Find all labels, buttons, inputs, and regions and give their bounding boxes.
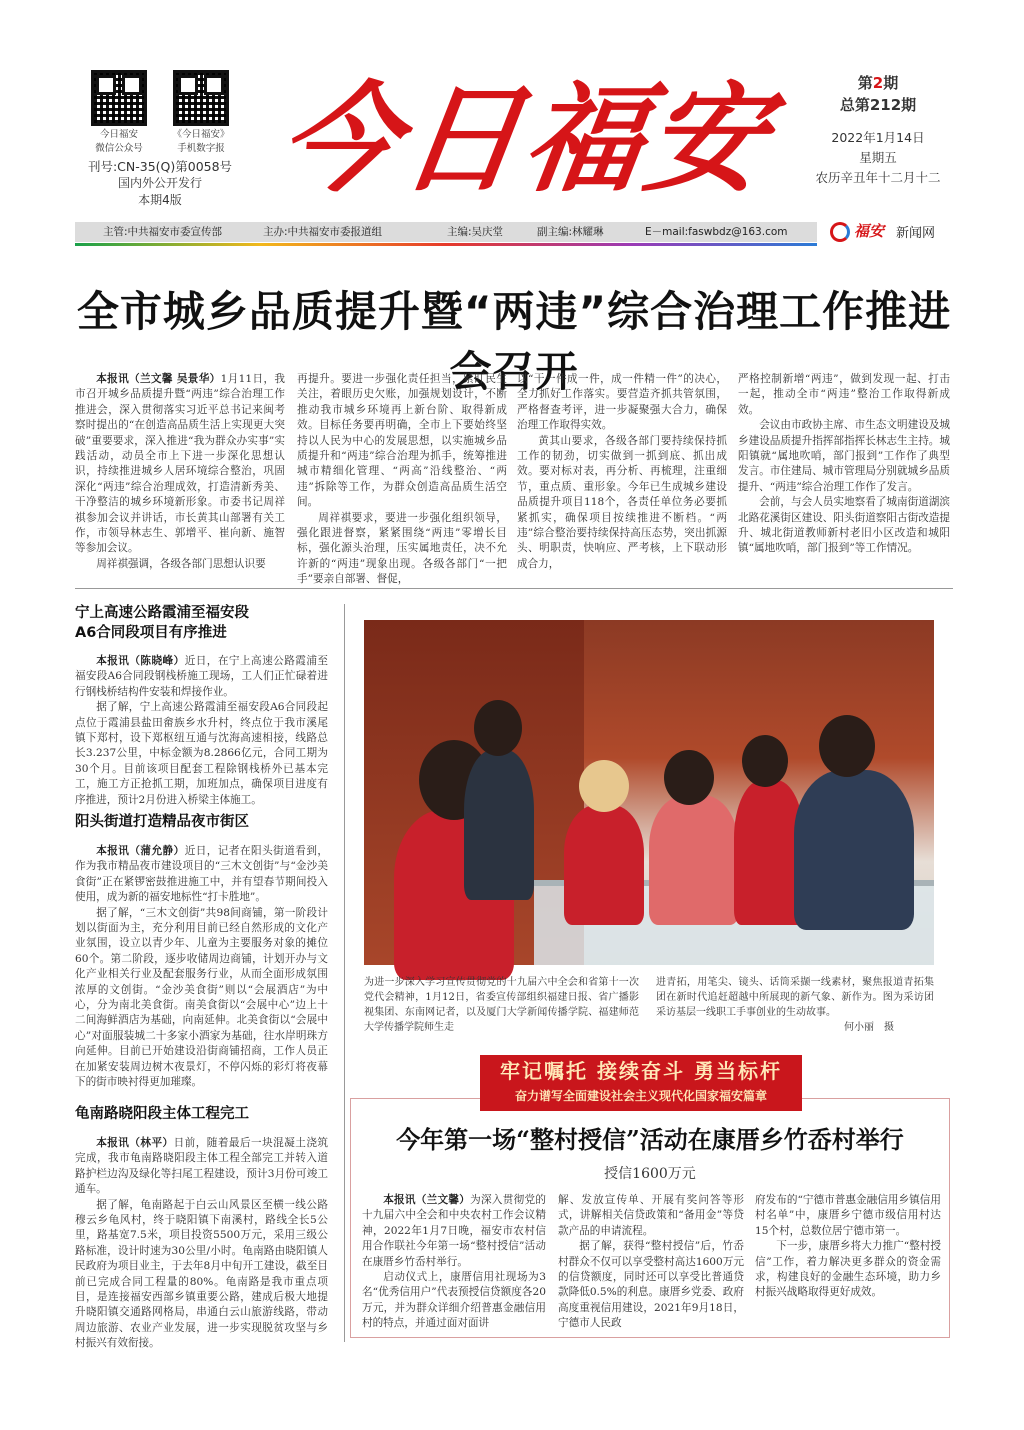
photo-person [464,750,534,900]
publication-meta [75,158,245,209]
wechat-qr-code[interactable] [91,70,147,126]
story-a6-title-line1: 宁上高速公路霞浦至福安段 [75,605,249,621]
story-yangtou-title[interactable]: 阳头街道打造精品夜市街区 [75,814,249,830]
story-yangtou-p2: 据了解，“三木文创街”共98间商铺，第一阶段计划以街面为主，充分利用目前已经自然形成的文化产业氛围，设立以青少年、儿童为主要服务对象的摊位60个。第二阶段，逐步收储周边商铺，计划开办与文化产业相关行业及配套服务行业，从而全面形成氛围浓厚的文创街。“金沙美食街”则以“会展酒店”为中心，分为南北美食街。南美食街以“会展中心”边上十二间海鲜酒店为基础，向南延伸。北美食街以“会展中心”对面服装城二十多家小酒家为基础，往水岸明珠方向延伸。目前已开始建设沿街商铺招商，工作人员正在加紧安装周边树木夜景灯，不停闪烁的彩灯将夜幕下的街市映衬得更加璀璨。 [75,906,328,1089]
feature-col1-p1: 为深入贯彻党的十九届六中全会和中央农村工作会议精神，2022年1月7日晚，福安市农村信用合作联社今年第一场“整村授信”活动在康厝乡竹岙村举行。 [362,1194,547,1268]
lead-col1-p2: 周祥祺强调，各级各部门思想认识要 [96,557,266,570]
story-guinan-body [75,1136,329,1350]
lead-col3-p1: 以“干一件成一件，成一件精一件”的决心，全力抓好工作落实。要营造齐抓共管氛围，严格督查考评，进一步凝聚强大合力，确保治理工作取得实效。 [517,373,727,432]
lead-column-1 [75,372,285,572]
column-divider [344,604,345,1342]
story-a6-byline: 本报讯（陈晓峰） [96,655,185,667]
photo-person-cap [579,760,629,812]
deputy-editor: 副主编:林耀琳 [537,226,604,238]
banner-slogan: 牢记嘱托 接续奋斗 勇当标杆 [500,1059,782,1083]
news-website-logo[interactable] [830,218,952,246]
color-rule [75,243,817,246]
photo-caption-part1: 为进一步深入学习宣传贯彻党的十九届六中全会和省第十一次党代会精神，1月12日，省委宣传部组织福建日报、省广播影视集团、东南网记者，以及厦门大学新闻传播学院、福建师范大学传播学院师生走 [364,977,639,1033]
photo-person-head [664,750,714,805]
total-issue: 总第212期 [839,96,917,114]
issue-no: 2 [872,74,884,92]
story-a6-p1: 近日，在宁上高速公路霞浦至福安段A6合同段钢栈桥施工现场，工人们正忙碌着进行钢栈桥结构件安装和焊接作业。 [75,655,329,698]
newspaper-logo: 今日福安 [271,69,779,208]
photo-person-head [819,715,875,777]
issue-prefix: 第 [857,74,873,92]
newsnet-brand: 福安 [854,222,885,240]
lead-col4-p2: 会议由市政协主席、市生态文明建设及城乡建设品质提升指挥部指挥长林志生主持。城阳镇就“属地吹哨，部门报到”工作作了典型发言。市住建局、城市管理局分别就城乡品质提升、“两违”综合治理工作作了发言。 [738,419,950,493]
lead-col3-p2: 黄其山要求，各级各部门要持续保持抓工作的韧劲，切实做到一抓到底、抓出成效。要对标对表，再分析、再梳理，注重细节，重点质、重形象。今年已生成城乡建设品质提升项目118个，各责任单位务必要抓紧抓实，确保项目按续推进不断档。“两违”综合整治要持续保持高压态势，突出抓源头、明职责，快响应、严考核，上下联动形成合力， [517,434,727,570]
photo-person [564,805,644,925]
weekday: 星期五 [859,150,897,165]
campaign-banner [480,1055,802,1111]
feature-column-3 [755,1193,941,1333]
lead-headline[interactable]: 全市城乡品质提升暨“两违”综合治理工作推进会召开 [76,287,952,396]
photo-caption-part2 [656,975,934,1035]
lead-column-2 [297,372,507,586]
info-bar [75,222,817,242]
issue-date: 2022年1月14日 [831,130,925,145]
issue-suffix: 期 [883,74,899,92]
mobile-paper-qr-code[interactable] [173,70,229,126]
sponsor: 主管:中共福安市委宣传部 [103,226,223,238]
photo-person-head [742,735,788,787]
photo-person [649,795,739,925]
lead-col1-p1: 1月11日，我市召开城乡品质提升暨“两违”综合治理工作推进会，深入贯彻落实习近平总书记来闽考察时提出的“在创造高品质生活上实现更大突破”重要要求，深入推进“我为群众办实事”实践活动，动员全市上下进一步深化思想认识，持续推进城乡人居环境综合整治，巩固深化“两违”综合治理成效，打造清新秀美、干净整洁的城乡环境新形象。市委书记周祥祺参加会议并讲话，市长黄其山部署有关工作，市领导林志生、郭增平、崔向新、施智等参加会议。 [75,373,285,555]
distribution-note: 国内外公开发行 [117,176,202,190]
qr2-label-line2: 手机数字报 [177,143,225,154]
lead-byline: 本报讯（兰文馨 吴景华） [96,373,221,385]
story-yangtou-p1: 近日，记者在阳头街道看到，作为我市精品夜市建设项目的“三木文创街”与“金沙美食街”正在紧锣密鼓推进施工中，并有望春节期间投入使用，成为新的福安地标性“打卡胜地”。 [75,845,329,904]
feature-column-1 [362,1193,546,1333]
lead-col4-p3: 会前，与会人员实地察看了城南街道湖滨北路花溪街区建设、阳头街道察阳古街改造提升、城北街道教师新村老旧小区改造和城阳镇“属地吹哨，部门报到”等工作情况。 [738,496,950,555]
story-a6-body [75,654,329,806]
feature-headline[interactable]: 今年第一场“整村授信”活动在康厝乡竹岙村举行 [396,1125,904,1154]
page-count: 本期4版 [138,193,182,207]
story-guinan-p2: 据了解，龟南路起于白云山风景区至横一线公路穆云乡龟风村，终于晓阳镇下南溪村，路线全长5公里，路基宽7.5米，项目投资5500万元，采用三级公路标准，设计时速为30公里/小时。龟南路由晓阳镇人民政府为项目业主，于去年8月中旬开工建设，截至目前已完成合同工程量的80%。龟南路是我市重点项目，是连接福安西部乡镇重要公路，建成后极大地提升晓阳镇交通路网格局，串通白云山旅游线路，带动周边旅游、农业产业发展，进一步实现脱贫攻坚与乡村振兴有效衔接。 [75,1198,328,1350]
lead-col4-p1: 严格控制新增“两违”，做到发现一起、打击一起，推动全市“两违”整治工作取得新成效。 [738,373,950,416]
qr1-label [77,128,161,156]
masthead [75,64,953,224]
qr2-label [159,128,243,156]
qr1-label-line1: 今日福安 [99,129,138,140]
lead-col2-p2: 周祥祺要求，要进一步强化组织领导，强化跟进督察，紧紧围绕“两违”零增长目标，强化源头治理，压实属地责任，决不允许新的“两违”现象出现。各级各部门“一把手”要亲自部署、督促， [297,511,507,586]
feature-col1-p2: 启动仪式上，康厝信用社现场为3名“优秀信用户”代表预授信贷额度各20万元，并为群众详细介绍普惠金融信用村的特点，并通过面对面讲 [362,1271,546,1330]
lead-col2-p1: 再提升。要进一步强化责任担当，紧盯民生关注，着眼历史欠账，加强规划设计，不断推动我市城乡环境再上新台阶、取得新成效。目标任务要再明确，全市上下要始终坚持以人民为中心的发展思想，以实施城乡品质提升和“两违”综合治理为抓手，统筹推进城市精细化管理、“两高”沿线整治、“两违”拆除等工作，为群众创造高品质生活空间。 [297,373,507,509]
feature-col2-p1: 解、发放宣传单、开展有奖问答等形式，讲解相关信贷政策和“备用金”等贷款产品的申请流程。 [558,1194,744,1237]
story-guinan-p1: 日前，随着最后一块混凝土浇筑完成，我市龟南路晓阳段主体工程全部完工并转入道路护栏边沟及绿化等扫尾工程建设，预计3月份可竣工通车。 [75,1137,329,1196]
editor: 主编:吴庆堂 [447,226,504,238]
story-a6-title-line2: A6合同段项目有序推进 [75,625,227,641]
qr2-label-line1: 《今日福安》 [172,129,230,140]
globe-icon [830,222,850,242]
email-link[interactable]: E－mail:faswbdz@163.com [645,226,788,238]
host: 主办:中共福安市委报道组 [263,226,383,238]
story-a6-title[interactable] [75,603,335,643]
story-guinan-byline: 本报讯（林平） [96,1137,174,1149]
issue-info [803,72,953,188]
section-divider [75,588,953,589]
feature-column-2 [558,1193,744,1333]
feature-col3-p1: 府发布的“宁德市普惠金融信用乡镇信用村名单”中，康厝乡宁德市级信用村达15个村，总数位居宁德市第一。 [755,1194,941,1237]
story-yangtou-byline: 本报讯（蒲允静） [96,845,185,857]
photo-person-worker [794,770,914,930]
lead-column-3 [517,372,727,572]
feature-byline: 本报讯（兰文馨） [383,1194,471,1206]
photo-person-head [474,700,522,756]
serial-number: 刊号:CN-35(Q)第0058号 [87,159,233,174]
news-photo[interactable] [364,620,934,965]
story-a6-p2: 据了解，宁上高速公路霞浦至福安段A6合同段起点位于霞浦县盐田畲族乡水升村，终点位于我市溪尾镇下郑村，设下郑枢纽互通与沈海高速相接，线路总长3.237公里，中标金额为8.2866亿元，合同工期为30个月。目前该项目配套工程除钢栈桥外已基本完工，施工方正抢抓工期，加班加点，确保项目进度有序推进，预计2月份进入桥梁主体施工。 [75,701,328,806]
lunar-date: 农历辛丑年十二月十二 [815,170,941,185]
lead-column-4 [738,372,950,572]
photo-caption-text: 进青拓，用笔尖、镜头、话筒采撷一线素材，聚焦报道青拓集团在新时代追赶超越中所展现的新气象、新作为。图为采访团采访基层一线职工手事创业的生动故事。 [656,977,934,1018]
photo-credit: 何小丽 摄 [844,1022,894,1033]
feature-col2-p2: 据了解，获得“整村授信”后，竹岙村群众不仅可以享受整村高达1600万元的信贷额度，同时还可以享受比普通贷款降低0.5%的利息。康厝乡党委、政府高度重视信用建设，2021年9月18日，宁德市人民政 [558,1240,744,1330]
feature-col3-p2: 下一步，康厝乡将大力推广“整村授信”工作，着力解决更多群众的资金需求，构建良好的金融生态环境，助力乡村振兴战略取得更好成效。 [755,1240,941,1299]
banner-subslogan: 奋力谱写全面建设社会主义现代化国家福安篇章 [514,1089,767,1103]
newsnet-label: 新闻网 [896,226,936,241]
story-guinan-title[interactable]: 龟南路晓阳段主体工程完工 [75,1106,249,1122]
feature-subtitle: 授信1600万元 [604,1166,696,1182]
story-yangtou-body [75,844,328,1094]
qr1-label-line2: 微信公众号 [95,143,143,154]
issue-number [803,72,953,94]
